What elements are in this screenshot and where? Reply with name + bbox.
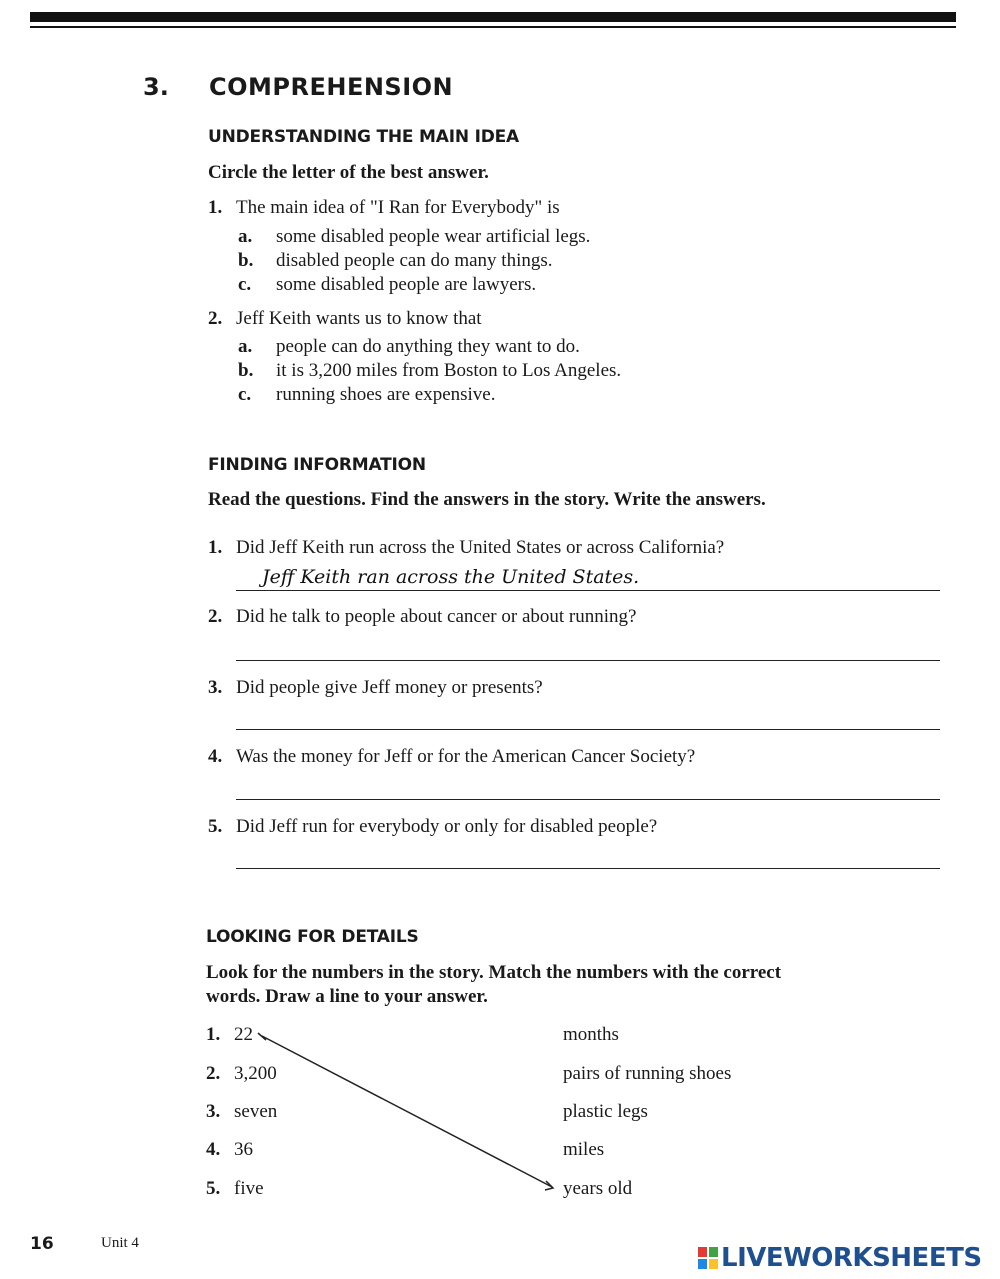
example-connector-line xyxy=(262,1036,552,1187)
option-letter: b. xyxy=(238,250,254,271)
match-word-2[interactable]: pairs of running shoes xyxy=(563,1063,732,1084)
match-index: 4. xyxy=(206,1139,221,1160)
match-word-4[interactable]: miles xyxy=(563,1139,605,1160)
option-letter: a. xyxy=(238,336,253,357)
section-number: 3. xyxy=(143,73,169,101)
question-text: Did Jeff Keith run across the United States or across California? xyxy=(236,537,725,558)
match-value: 22 xyxy=(234,1024,253,1045)
logo-block-yellow xyxy=(709,1259,718,1269)
finding-instruction: Read the questions. Find the answers in the story. Write the answers. xyxy=(208,489,766,510)
option-text: people can do anything they want to do. xyxy=(276,336,580,357)
liveworksheets-logo xyxy=(698,1243,982,1273)
question-text: Did people give Jeff money or presents? xyxy=(236,677,543,698)
match-value: 36 xyxy=(234,1139,253,1160)
main-idea-heading: UNDERSTANDING THE MAIN IDEA xyxy=(208,127,519,147)
match-value: five xyxy=(234,1178,264,1199)
answer-1-handwritten: Jeff Keith ran across the United States. xyxy=(262,566,640,588)
match-word-5[interactable]: years old xyxy=(563,1178,633,1199)
question-number: 1. xyxy=(208,197,223,218)
logo-block-blue xyxy=(698,1259,707,1269)
question-text: Did he talk to people about cancer or about running? xyxy=(236,606,637,627)
question-number: 5. xyxy=(208,816,223,837)
logo-text: LIVEWORKSHEETS xyxy=(721,1243,982,1273)
option-text: running shoes are expensive. xyxy=(276,384,496,405)
logo-blocks-icon xyxy=(698,1247,718,1269)
option-letter: c. xyxy=(238,274,252,295)
match-index: 1. xyxy=(206,1024,221,1045)
match-index: 5. xyxy=(206,1178,221,1199)
match-word-1[interactable]: months xyxy=(563,1024,619,1045)
question-number: 2. xyxy=(208,308,223,329)
question-text: Was the money for Jeff or for the American Cancer Society? xyxy=(236,746,696,767)
option-text: some disabled people are lawyers. xyxy=(276,274,537,295)
section-title: COMPREHENSION xyxy=(209,73,454,101)
option-letter: c. xyxy=(238,384,252,405)
match-word-3[interactable]: plastic legs xyxy=(563,1101,648,1122)
question-number: 4. xyxy=(208,746,223,767)
finding-heading: FINDING INFORMATION xyxy=(208,455,426,475)
logo-block-green xyxy=(709,1247,718,1257)
option-text: some disabled people wear artificial legs. xyxy=(276,226,591,247)
unit-label: Unit 4 xyxy=(101,1235,139,1251)
match-index: 2. xyxy=(206,1063,221,1084)
option-text: it is 3,200 miles from Boston to Los Angeles. xyxy=(276,360,622,381)
question-number: 1. xyxy=(208,537,223,558)
details-instruction-line-2: words. Draw a line to your answer. xyxy=(206,986,488,1007)
question-text: Did Jeff run for everybody or only for disabled people? xyxy=(236,816,658,837)
question-text: The main idea of "I Ran for Everybody" is xyxy=(236,197,560,218)
match-value: seven xyxy=(234,1101,278,1122)
option-letter: b. xyxy=(238,360,254,381)
question-number: 2. xyxy=(208,606,223,627)
match-value: 3,200 xyxy=(234,1063,277,1084)
main-idea-instruction: Circle the letter of the best answer. xyxy=(208,162,489,183)
details-heading: LOOKING FOR DETAILS xyxy=(206,927,419,947)
logo-block-red xyxy=(698,1247,707,1257)
details-instruction-line-1: Look for the numbers in the story. Match the numbers with the correct xyxy=(206,962,782,983)
question-number: 3. xyxy=(208,677,223,698)
connector-start-tick xyxy=(258,1033,266,1040)
question-text: Jeff Keith wants us to know that xyxy=(236,308,482,329)
option-letter: a. xyxy=(238,226,253,247)
match-index: 3. xyxy=(206,1101,221,1122)
option-text: disabled people can do many things. xyxy=(276,250,553,271)
page-number: 16 xyxy=(30,1234,54,1254)
